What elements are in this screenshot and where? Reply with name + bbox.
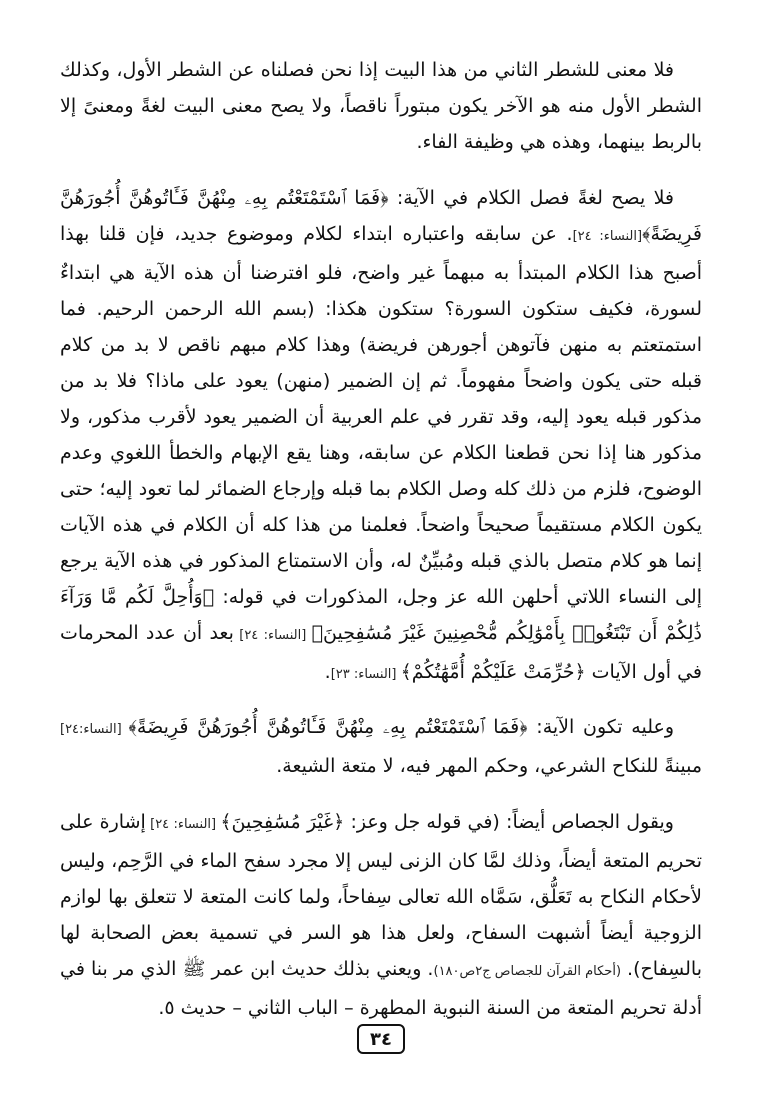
quran-verse: ﴿فَمَا ٱسْتَمْتَعْتُم بِهِۦ مِنْهُنَّ فَـَٔاتُوهُنَّ أُجُورَهُنَّ فَرِيضَةً﴾ bbox=[128, 716, 528, 738]
body-text: وعليه تكون الآية: bbox=[527, 716, 674, 738]
verse-reference: [النساء: ٢٣] bbox=[330, 667, 401, 682]
body-text: مبينةً للنكاح الشرعي، وحكم المهر فيه، لا متعة الشيعة. bbox=[276, 755, 702, 777]
paragraph-1 bbox=[60, 52, 702, 160]
quran-verse: ﴿حُرِّمَتْ عَلَيْكُمْ أُمَّهَٰتُكُمْ﴾ bbox=[400, 661, 586, 683]
paragraph-3 bbox=[60, 709, 702, 784]
paragraph-4 bbox=[60, 804, 702, 1026]
body-text: إشارة على تحريم المتعة أيضاً، وذلك لمَّا كان الزنى ليس إلا مجرد سفح الماء في الرَّحِم، وليس لأحكام النكاح به تَعَلُّق، سَمَّاه الله تعالى سِفاحاً، ولما كانت المتعة لا تتعلق بها لوازم الزوجية أيضاً أشبهت السفاح، ولعل هذا هو السر في تسمية بعض الصحابة لها بالسِفاح). bbox=[60, 811, 702, 980]
body-text: . ويعني بذلك حديث ابن عمر ﷺ الذي مر بنا في أدلة تحريم المتعة من السنة النبوية المطهرة – الباب الثاني – حديث ٥. bbox=[60, 958, 702, 1019]
body-text: بعد أن عدد المحرمات في أول الآيات bbox=[60, 622, 702, 683]
quran-verse: ﴿فَمَا ٱسْتَمْتَعْتُم بِهِۦ مِنْهُنَّ فَـَٔاتُوهُنَّ أُجُورَهُنَّ فَرِيضَةً﴾ bbox=[60, 187, 702, 245]
verse-reference: [النساء:٢٤] bbox=[60, 722, 129, 737]
body-text: ويقول الجصاص أيضاً: (في قوله جل وعز: bbox=[344, 811, 674, 833]
body-text: . عن سابقه واعتباره ابتداء لكلام وموضوع جديد، فإن قلنا بهذا أصبح هذا الكلام المبتدأ به مبهماً غير واضح، فلو افترضنا أن هذه الآية هي ابتداءٌ لسورة، فكيف ستكون السورة؟ ستكون هكذا: (بسم الله الرحمن الرحيم. فما استمتعتم به منهن فآتوهن أجورهن فريضة) وهذا كلام مبهم ناقص لا بد من كلام قبله حتى يكون واضحاً مفهوماً. ثم إن الضمير (منهن) يعود على ماذا؟ فلا بد من مذكور قبله يعود إليه، وقد تقرر في علم العربية أن الضمير يعود لأقرب مذكور، ولا مذكور هنا إذا نحن قطعنا الكلام عن سابقه، وهنا يقع الإبهام والخطأ اللغوي وعدم الوضوح، فلزم من ذلك كله وصل الكلام بما قبله وإرجاع الضمائر لما تعود إليه؛ حتى يكون الكلام مستقيماً صحيحاً واضحاً. فعلمنا من هذا كله أن الكلام في هذه الآيات إنما هو كلام متصل بالذي قبله ومُبيِّنٌ له، وأن الاستمتاع المذكور في هذه الآية يرجع إلى النساء اللاتي أحلهن الله عز وجل، المذكورات في قوله: bbox=[60, 223, 702, 608]
verse-reference: [النساء: ٢٤] bbox=[233, 628, 312, 643]
page-body bbox=[60, 52, 702, 1048]
verse-reference: [النساء: ٢٤] bbox=[572, 229, 643, 244]
quran-verse: ﴿وَأُحِلَّ لَكُم مَّا وَرَآءَ ذَٰلِكُمْ أَن تَبْتَغُوا۟ بِأَمْوَٰلِكُم مُّحْصِنِينَ غَيْرَ مُسَٰفِحِينَ﴾ bbox=[60, 586, 702, 644]
verse-reference: [النساء: ٢٤] bbox=[145, 817, 221, 832]
source-citation: (أحكام القرآن للجصاص ج٢ص١٨٠) bbox=[433, 964, 622, 979]
page-number: ٣٤ bbox=[357, 1024, 405, 1054]
quran-verse: ﴿غَيْرَ مُسَٰفِحِينَ﴾ bbox=[220, 811, 345, 833]
body-text: فلا يصح لغةً فصل الكلام في الآية: bbox=[388, 187, 674, 209]
body-text: . bbox=[324, 661, 331, 683]
body-text: فلا معنى للشطر الثاني من هذا البيت إذا نحن فصلناه عن الشطر الأول، وكذلك الشطر الأول منه هو الآخر يكون مبتوراً ناقصاً، ولا يصح معنى البيت لغةً ومعنىً إلا بالربط بينهما، وهذه هي وظيفة الفاء. bbox=[60, 59, 702, 153]
paragraph-2 bbox=[60, 180, 702, 693]
